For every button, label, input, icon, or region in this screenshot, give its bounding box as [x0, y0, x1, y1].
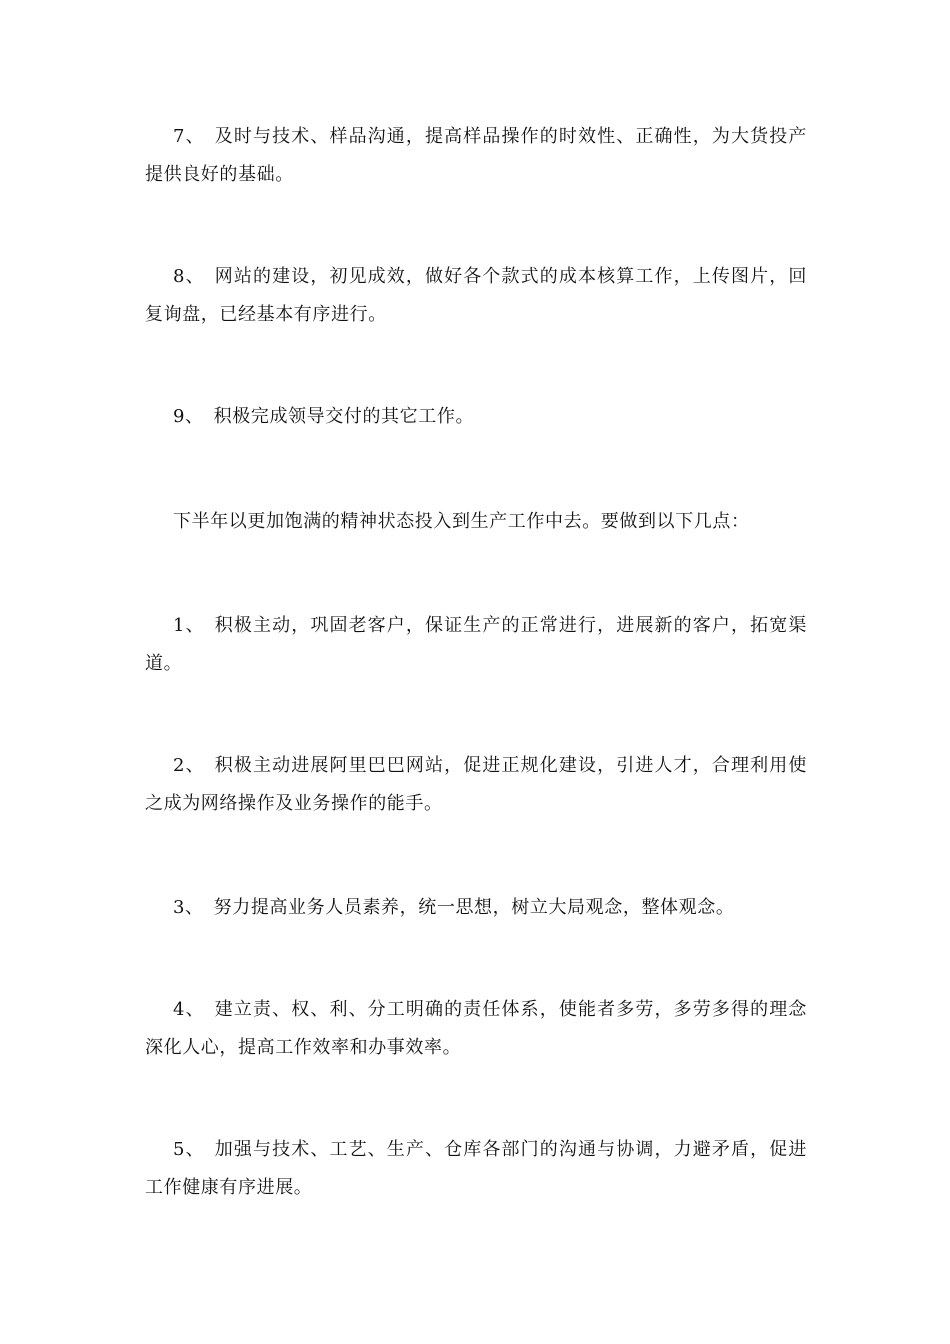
paragraph-text: 积极主动，巩固老客户，保证生产的正常进行，进展新的客户，拓宽渠道。	[145, 615, 807, 674]
item-number: 3、	[173, 897, 204, 918]
item-number: 8、	[173, 266, 205, 287]
paragraph-text: 下半年以更加饱满的精神状态投入到生产工作中去。要做到以下几点：	[173, 511, 750, 532]
item-number: 4、	[173, 999, 205, 1020]
paragraph-item-9	[145, 398, 807, 436]
paragraph-item-3	[145, 889, 807, 927]
item-number: 9、	[173, 406, 204, 427]
paragraph-item-2	[145, 747, 807, 823]
item-number: 7、	[173, 126, 205, 147]
paragraph-item-7	[145, 118, 807, 194]
item-number: 5、	[173, 1139, 205, 1160]
paragraph-item-8	[145, 258, 807, 334]
paragraph-text: 建立责、权、利、分工明确的责任体系，使能者多劳，多劳多得的理念深化人心，提高工作效率和办事效率。	[145, 999, 807, 1058]
paragraph-intro	[145, 503, 807, 541]
paragraph-text: 积极完成领导交付的其它工作。	[213, 406, 475, 427]
item-number: 2、	[173, 755, 205, 776]
paragraph-text: 网站的建设，初见成效，做好各个款式的成本核算工作，上传图片，回复询盘，已经基本有序进行。	[145, 266, 807, 325]
paragraph-text: 及时与技术、样品沟通，提高样品操作的时效性、正确性，为大货投产提供良好的基础。	[145, 126, 807, 185]
item-number: 1、	[173, 615, 205, 636]
paragraph-item-1	[145, 607, 807, 683]
paragraph-item-4	[145, 991, 807, 1067]
paragraph-text: 努力提高业务人员素养，统一思想，树立大局观念，整体观念。	[213, 897, 735, 918]
paragraph-text: 积极主动进展阿里巴巴网站，促进正规化建设，引进人才，合理利用使之成为网络操作及业务操作的能手。	[145, 755, 807, 814]
paragraph-item-5	[145, 1131, 807, 1207]
paragraph-text: 加强与技术、工艺、生产、仓库各部门的沟通与协调，力避矛盾，促进工作健康有序进展。	[145, 1139, 807, 1198]
